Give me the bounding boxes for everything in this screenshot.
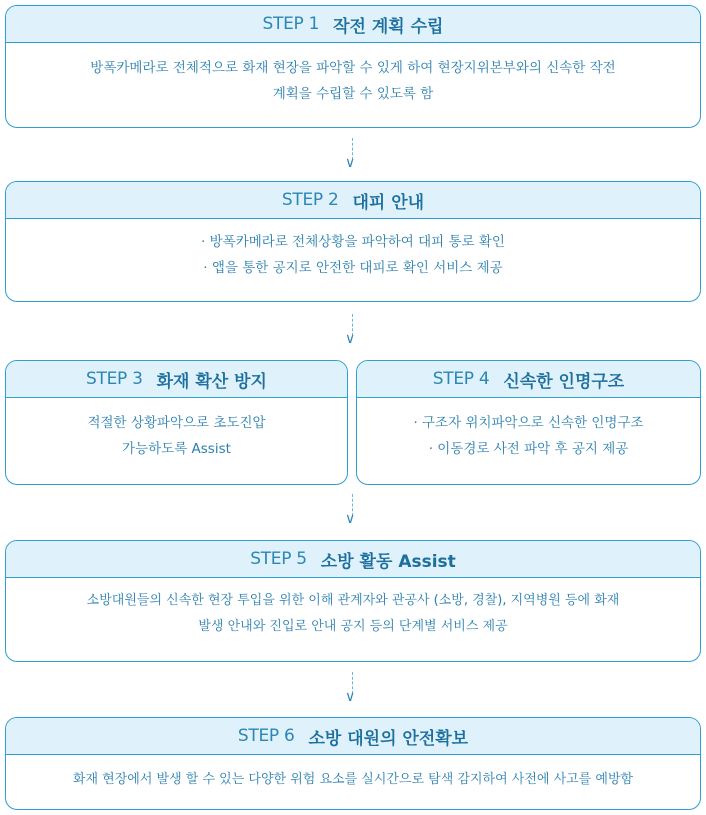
step-1-body: [6, 43, 700, 115]
step-2-line-2: · 앱을 통한 공지로 안전한 대피로 확인 서비스 제공: [203, 260, 503, 276]
step-5-line-2: 발생 안내와 진입로 안내 공지 등의 단계별 서비스 제공: [198, 619, 508, 634]
flow-arrow-2: [343, 314, 363, 348]
step-2-title: 대피 안내: [352, 192, 425, 213]
step-2-body: [6, 219, 700, 289]
step-6-title: 소방 대원의 안전확보: [308, 728, 469, 749]
chevron-down-icon: ∨: [345, 689, 356, 705]
step-1-line-1: 방폭카메라로 전체적으로 화재 현장을 파악할 수 있게 하여 현장지위본부와의 신속한 작전: [90, 60, 616, 76]
step-1-number: STEP 1: [262, 14, 320, 34]
flow-arrow-1: [343, 138, 363, 172]
chevron-down-icon: ∨: [345, 155, 356, 171]
step-6-header: [6, 718, 700, 755]
flow-arrow-3: [343, 494, 363, 528]
step-4-line-2: · 이동경로 사전 파악 후 공지 제공: [428, 441, 629, 457]
step-5-body: [6, 578, 700, 648]
step-3-line-2: 가능하도록 Assist: [122, 441, 231, 457]
step-5-title: 소방 활동 Assist: [320, 551, 456, 572]
step-3-number: STEP 3: [86, 369, 143, 389]
step-5-header: [6, 541, 700, 578]
step-4-header: [357, 361, 700, 398]
chevron-down-icon: ∨: [345, 331, 356, 347]
step-5-box: [5, 540, 701, 662]
step-6-line-1: 화재 현장에서 발생 할 수 있는 다양한 위험 요소를 실시간으로 탐색 감지하여 사전에 사고를 예방함: [72, 772, 634, 787]
step-4-line-1: · 구조자 위치파악으로 신속한 인명구조: [413, 415, 644, 431]
step-1-line-2: 계획을 수립할 수 있도록 함: [272, 86, 434, 102]
step-3-body: [6, 398, 347, 470]
step-4-body: [357, 398, 700, 470]
step-3-line-1: 적절한 상황파악으로 초도진압: [87, 415, 266, 431]
flow-arrow-4: [343, 672, 363, 706]
step-2-header: [6, 182, 700, 219]
step-5-number: STEP 5: [250, 549, 307, 569]
step-2-number: STEP 2: [281, 190, 339, 210]
step-4-number: STEP 4: [432, 369, 490, 389]
step-2-line-1: · 방폭카메라로 전체상황을 파악하여 대피 통로 확인: [201, 234, 505, 250]
step-6-body: [6, 755, 700, 801]
step-1-box: [5, 5, 701, 128]
step-1-title: 작전 계획 수립: [333, 16, 444, 37]
step-4-title: 신속한 인명구조: [503, 371, 625, 392]
step-6-box: [5, 717, 701, 810]
step-3-title: 화재 확산 방지: [156, 371, 267, 392]
step-5-line-1: 소방대원들의 신속한 현장 투입을 위한 이해 관계자와 관공사 (소방, 경찰), 지역병원 등에 화재: [86, 593, 620, 608]
step-6-number: STEP 6: [237, 726, 295, 746]
step-2-box: [5, 181, 701, 302]
chevron-down-icon: ∨: [345, 511, 356, 527]
step-3-box: [5, 360, 348, 485]
step-4-box: [356, 360, 701, 485]
step-3-header: [6, 361, 347, 398]
step-1-header: [6, 6, 700, 43]
